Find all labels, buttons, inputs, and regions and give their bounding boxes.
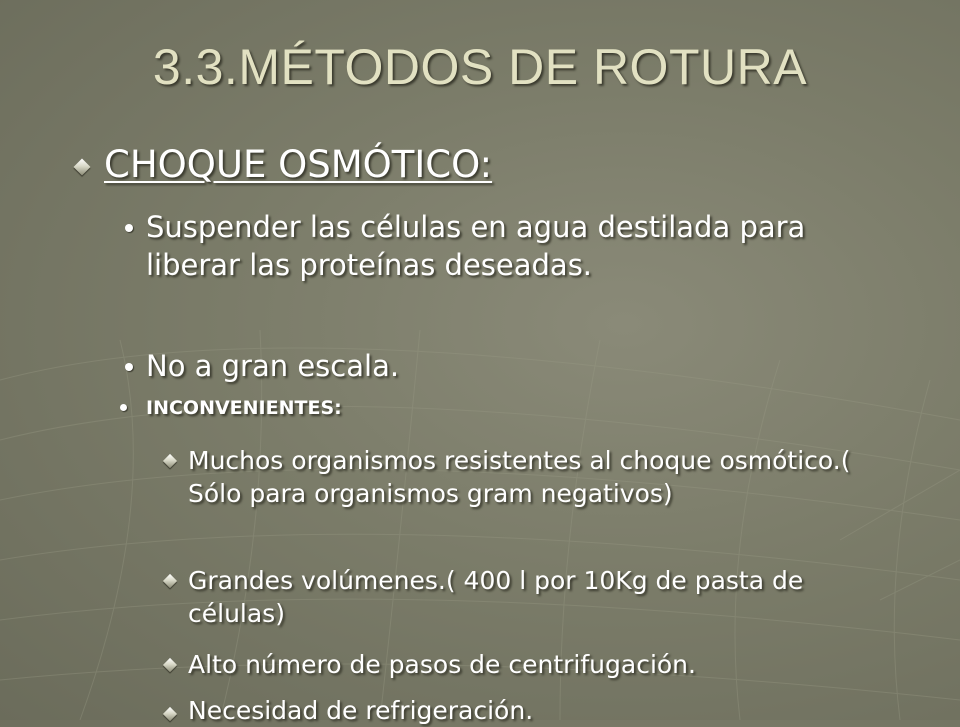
section-heading: CHOQUE OSMÓTICO: [104, 143, 493, 186]
diamond-bullet-icon [74, 159, 91, 176]
diamond-bullet-icon [163, 707, 177, 721]
dot-bullet-icon [120, 404, 127, 411]
bullet-text: No a gran escala. [146, 349, 400, 383]
sub-bullet-text: Grandes volúmenes.( 400 l por 10Kg de pasta de células) [188, 566, 804, 628]
dot-bullet-icon [125, 363, 133, 371]
bullet-text: Suspender las células en agua destilada para liberar las proteínas deseadas. [146, 210, 806, 282]
sub-bullet-text: Muchos organismos resistentes al choque osmótico.( Sólo para organismos gram negativos) [188, 446, 851, 508]
sub-bullet-text: Necesidad de refrigeración. [188, 696, 534, 725]
diamond-bullet-icon [163, 658, 177, 672]
dot-bullet-icon [125, 224, 133, 232]
sub-bullet-text: Alto número de pasos de centrifugación. [188, 650, 696, 679]
bullet-text: INCONVENIENTES: [146, 397, 342, 419]
diamond-bullet-icon [163, 574, 177, 588]
diamond-bullet-icon [163, 454, 177, 468]
slide-title: 3.3.MÉTODOS DE ROTURA [152, 39, 808, 95]
